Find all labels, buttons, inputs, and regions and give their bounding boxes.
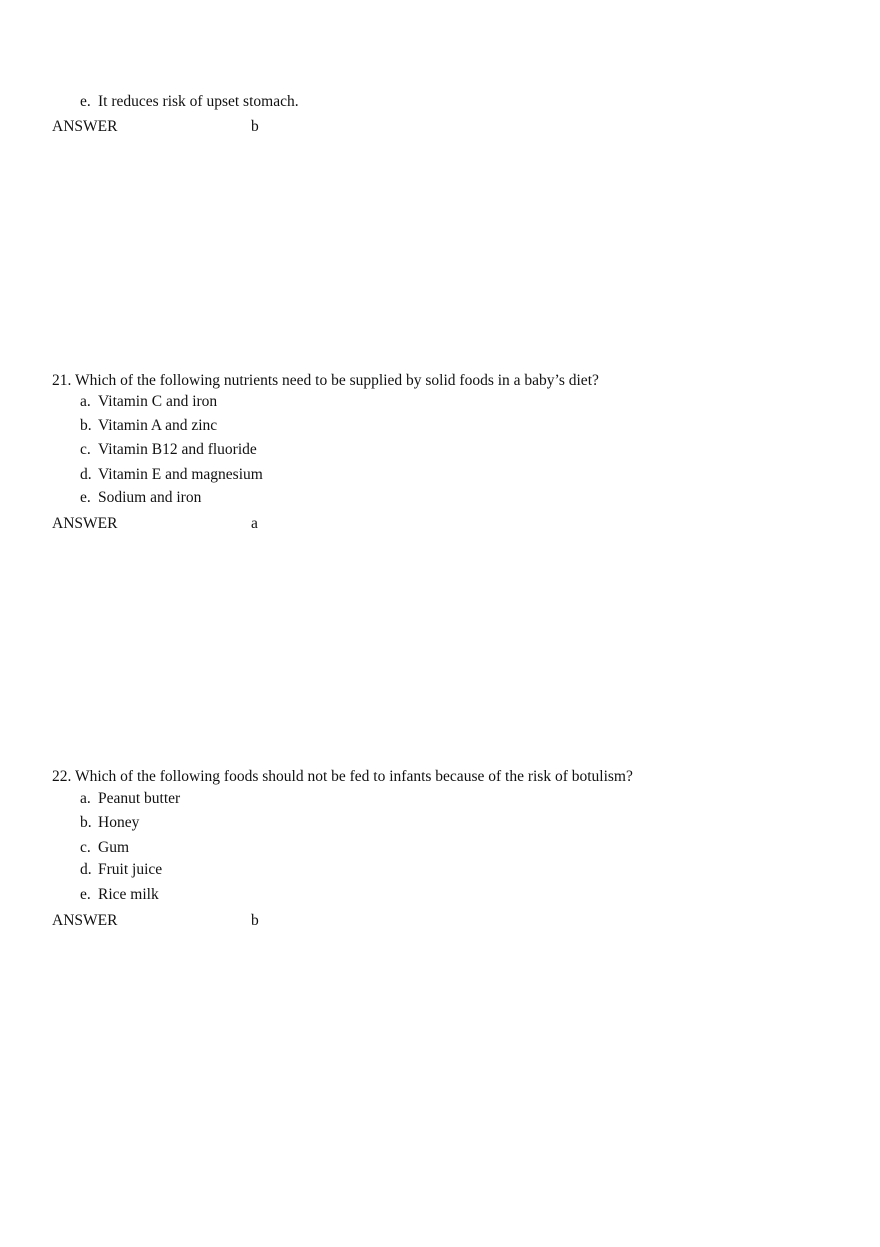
option-letter: d.	[80, 466, 92, 483]
option-text: Gum	[98, 839, 129, 856]
option-letter: e.	[80, 886, 91, 903]
option-text: Vitamin C and iron	[98, 393, 218, 410]
option-letter: a.	[80, 790, 91, 807]
question-number: 22.	[52, 768, 72, 785]
answer-value: b	[251, 912, 259, 929]
question-text: Which of the following foods should not be fed to infants because of the risk of botulism?	[74, 768, 633, 785]
answer-label: ANSWER	[52, 515, 118, 532]
option-letter: b.	[80, 417, 92, 434]
option-text: Rice milk	[98, 886, 159, 903]
option-text: Vitamin E and magnesium	[98, 466, 263, 483]
answer-value: b	[251, 118, 259, 135]
question-text: Which of the following nutrients need to be supplied by solid foods in a baby’s diet?	[74, 372, 599, 389]
option-letter: c.	[80, 839, 91, 856]
question-stem	[52, 769, 633, 785]
answer-label: ANSWER	[52, 912, 118, 929]
option-letter: a.	[80, 393, 91, 410]
option-letter: b.	[80, 814, 92, 831]
option-text: Vitamin A and zinc	[98, 417, 218, 434]
option-text: Sodium and iron	[98, 489, 202, 506]
question-number: 21.	[52, 372, 72, 389]
option-text: Vitamin B12 and fluoride	[98, 441, 257, 458]
option-letter: d.	[80, 861, 92, 878]
option-text: Fruit juice	[98, 861, 163, 878]
option-letter: e.	[80, 93, 91, 110]
option-letter: e.	[80, 489, 91, 506]
answer-label: ANSWER	[52, 118, 118, 135]
answer-value: a	[251, 515, 258, 532]
option-text: Peanut butter	[98, 790, 181, 807]
question-stem	[52, 373, 599, 389]
option-text: Honey	[98, 814, 140, 831]
option-text: It reduces risk of upset stomach.	[98, 93, 299, 110]
option-letter: c.	[80, 441, 91, 458]
